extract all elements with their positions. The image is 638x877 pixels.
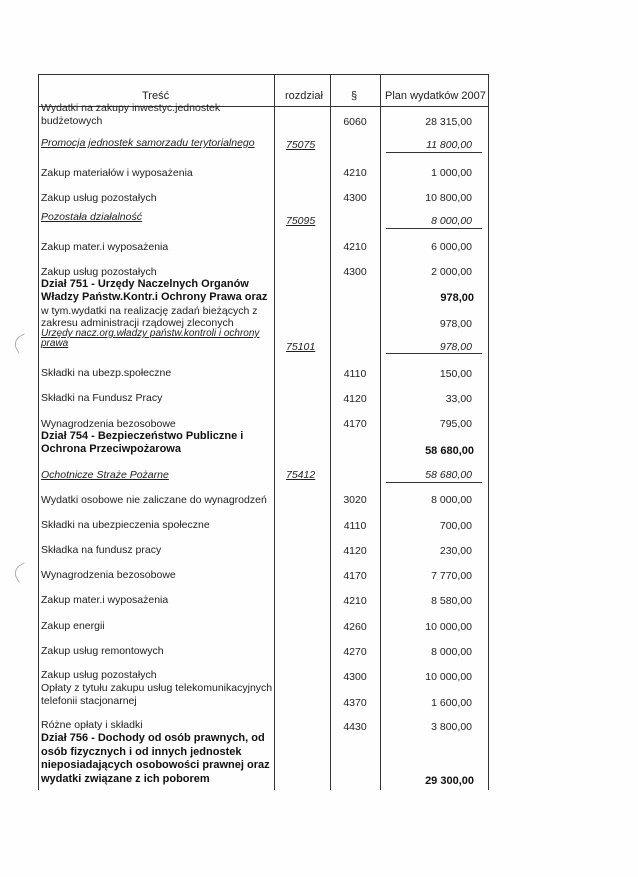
row-description: Zakup materiałów i wyposażenia — [41, 167, 193, 179]
scan-mark — [11, 333, 31, 353]
row-description: Zakup usług remontowych — [41, 645, 164, 657]
row-amount: 8 000,00 — [431, 215, 472, 227]
amount-underline — [386, 228, 482, 229]
row-description: Zakup energii — [41, 620, 105, 632]
row-amount: 8 000,00 — [431, 494, 472, 506]
row-paragraph: 4120 — [343, 545, 367, 557]
column-divider — [274, 74, 275, 790]
row-paragraph: 4110 — [343, 368, 367, 380]
row-rozdzial: 75412 — [286, 469, 316, 481]
section-heading: Dział 751 - Urzędy Naczelnych Organów Władzy Państw.Kontr.i Ochrony Prawa oraz — [41, 278, 268, 303]
row-description: Składki na ubezpieczenia społeczne — [41, 519, 210, 531]
section-heading: Dział 756 - Dochody od osób prawnych, od osób fizycznych i od innych jednostek nieposiadających osobowości prawnej oraz wydatki związane z ich poborem — [41, 732, 270, 785]
header-tresc: Treść — [142, 90, 170, 102]
row-amount: 1 600,00 — [431, 697, 472, 709]
row-paragraph: 4300 — [343, 192, 367, 204]
row-paragraph: 4210 — [343, 241, 367, 253]
row-amount: 3 800,00 — [431, 721, 472, 733]
section-amount: 978,00 — [440, 292, 474, 304]
row-rozdzial: 75101 — [286, 341, 316, 353]
row-description: Składki na Fundusz Pracy — [41, 392, 163, 404]
row-description: w tym.wydatki na realizację zadań bieżących z zakresu administracji rządowej zleconych — [41, 305, 258, 329]
row-description: Wydatki na zakupy inwestyc.jednostek budżetowych — [41, 102, 221, 127]
row-paragraph: 4210 — [343, 167, 367, 179]
table-right-border — [488, 74, 489, 790]
row-rozdzial: 75075 — [286, 139, 316, 151]
row-paragraph: 4370 — [343, 697, 367, 709]
row-amount: 700,00 — [439, 520, 472, 532]
header-paragraph: § — [351, 90, 358, 102]
row-paragraph: 3020 — [343, 494, 367, 506]
row-rozdzial: 75095 — [286, 215, 316, 227]
row-description: Zakup usług pozostałych — [41, 266, 157, 278]
row-description: Składka na fundusz pracy — [41, 544, 162, 556]
row-amount: 230,00 — [439, 545, 472, 557]
row-description: Wynagrodzenia bezosobowe — [41, 569, 176, 581]
section-amount: 29 300,00 — [425, 775, 474, 787]
row-paragraph: 4260 — [343, 621, 367, 633]
row-paragraph: 4170 — [343, 570, 367, 582]
subsection-description: Ochotnicze Straże Pożarne — [41, 469, 169, 481]
row-description: Składki na ubezp.społeczne — [41, 367, 172, 379]
subsection-description: Urzędy nacz.org.władzy państw.kontroli i ochrony prawa — [41, 328, 260, 349]
header-rozdzial: rozdział — [285, 90, 323, 102]
amount-underline — [386, 482, 482, 483]
row-amount: 795,00 — [439, 418, 472, 430]
row-amount: 28 315,00 — [425, 116, 472, 128]
scan-mark — [11, 562, 31, 582]
row-paragraph: 4300 — [343, 671, 367, 683]
row-description: Zakup usług pozostałych — [41, 192, 157, 204]
row-description: Opłaty z tytułu zakupu usług telekomunikacyjnych telefonii stacjonarnej — [41, 682, 273, 707]
header-plan: Plan wydatków 2007 — [385, 90, 486, 102]
subsection-description: Promocja jednostek samorzadu terytorialnego — [41, 137, 255, 149]
row-paragraph: 4110 — [343, 520, 367, 532]
row-paragraph: 4120 — [343, 393, 367, 405]
row-paragraph: 4270 — [343, 646, 367, 658]
row-amount: 10 800,00 — [425, 192, 472, 204]
row-description: Zakup mater.i wyposażenia — [41, 594, 169, 606]
row-description: Zakup mater.i wyposażenia — [41, 241, 169, 253]
row-description: Różne opłaty i składki — [41, 719, 143, 731]
row-amount: 10 000,00 — [425, 621, 472, 633]
section-amount: 58 680,00 — [425, 445, 474, 457]
table-top-border — [38, 74, 488, 75]
row-amount: 58 680,00 — [425, 469, 472, 481]
row-amount: 6 000,00 — [431, 241, 472, 253]
row-amount: 978,00 — [439, 341, 472, 353]
subsection-description: Pozostała działalność — [41, 211, 142, 223]
row-amount: 2 000,00 — [431, 266, 472, 278]
section-heading: Dział 754 - Bezpieczeństwo Publiczne i Ochrona Przeciwpożarowa — [41, 430, 244, 455]
row-amount: 1 000,00 — [431, 167, 472, 179]
row-amount: 8 000,00 — [431, 646, 472, 658]
row-paragraph: 6060 — [343, 116, 367, 128]
row-paragraph: 4430 — [343, 721, 367, 733]
row-amount: 7 770,00 — [431, 570, 472, 582]
row-paragraph: 4300 — [343, 266, 367, 278]
amount-underline — [386, 353, 482, 354]
row-paragraph: 4210 — [343, 595, 367, 607]
column-divider — [380, 74, 381, 790]
row-amount: 8 580,00 — [431, 595, 472, 607]
row-amount: 10 000,00 — [425, 671, 472, 683]
row-amount: 11 800,00 — [426, 139, 472, 151]
row-amount: 978,00 — [439, 318, 472, 330]
row-description: Wydatki osobowe nie zaliczane do wynagrodzeń — [41, 494, 267, 506]
amount-underline — [386, 152, 482, 153]
row-amount: 33,00 — [445, 393, 472, 405]
row-amount: 150,00 — [439, 368, 472, 380]
row-description: Zakup usług pozostałych — [41, 669, 157, 681]
row-paragraph: 4170 — [343, 418, 367, 430]
table-left-border — [38, 74, 39, 790]
row-description: Wynagrodzenia bezosobowe — [41, 418, 176, 430]
